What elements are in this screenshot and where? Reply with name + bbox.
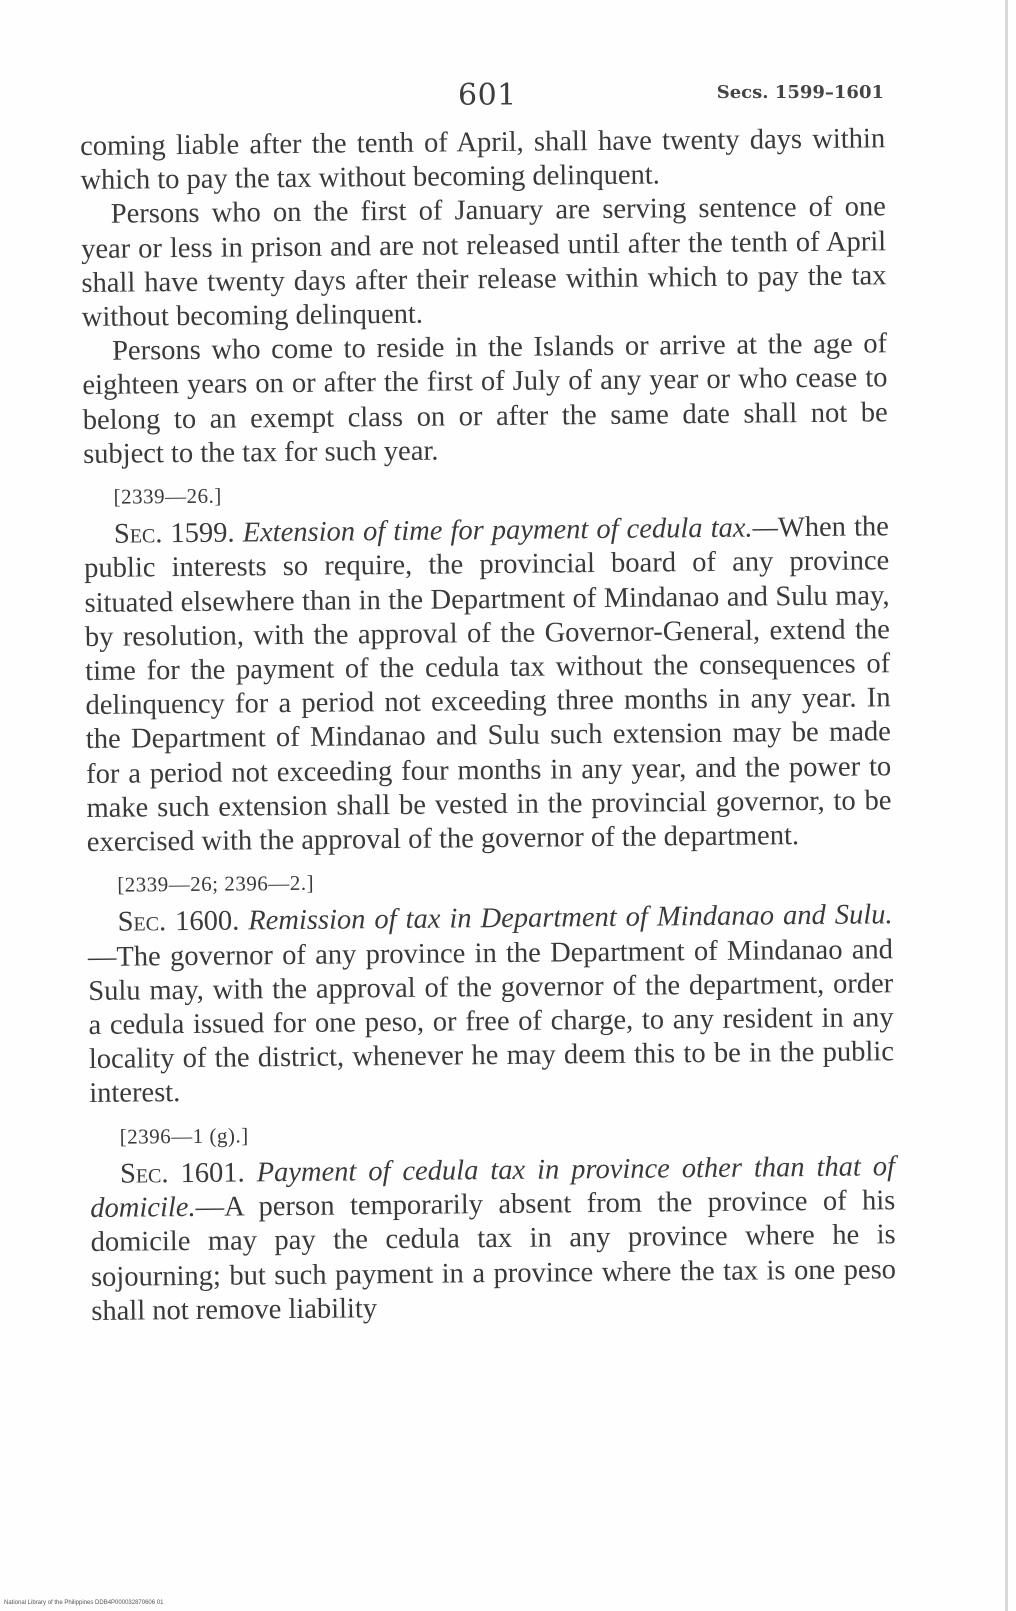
page-header: [78, 78, 888, 118]
section-1600-source-ref: [2339—26; 2396—2.]: [117, 871, 315, 897]
section-1599-source-ref: [2339—26.]: [113, 483, 222, 509]
running-head-section-range: Secs. 1599–1601: [716, 82, 884, 103]
section-1600-label: Sec. 1600.: [117, 905, 240, 939]
paragraph-prisoners: Persons who on the first of January are serving sentence of one year or less in prison and are not released until after the tenth of April shall have twenty days after their release within which to pay the tax without becoming delinquent.: [80, 191, 887, 334]
section-1599-label: Sec. 1599.: [113, 517, 235, 550]
paragraph-continuation: coming liable after the tenth of April, shall have twenty days within which to pay the tax without becoming delinquent.: [80, 123, 886, 197]
page-number: 601: [458, 78, 517, 113]
section-1600-text: —The governor of any province in the Department of Mindanao and Sulu may, with the approval of the governor of the department, order a cedula issued for one peso, or free of charge, to any resident in any locality of the district, whenever he may deem this to be in the public interest.: [87, 933, 895, 1110]
scan-footer-credit: National Library of the Philippines DDB4P000032870606 01: [4, 1600, 164, 1606]
paragraph-new-residents: Persons who come to reside in the Islands or arrive at the age of eighteen years on or after the first of July of any year or who cease to belong to an exempt class on or after the same date shall not be subject to the tax for such year.: [82, 328, 888, 470]
section-1600: [87, 899, 894, 1112]
section-1600-title: Remission of tax in Department of Mindanao and Sulu.: [248, 899, 893, 937]
section-1601: [90, 1150, 897, 1329]
section-1599: [84, 510, 892, 860]
body-text: [80, 122, 896, 1329]
section-1601-label: Sec. 1601.: [119, 1157, 245, 1190]
page-edge-shadow: [1005, 0, 1008, 1611]
section-1601-text: —A person temporarily absent from the province of his domicile may pay the cedula tax in any province where he is sojourning; but such payment in a province where the tax is one peso shall not remove liability: [90, 1185, 897, 1327]
section-1599-title: Extension of time for payment of cedula tax.—: [242, 512, 779, 549]
section-1599-text: When the public interests so require, the provincial board of any province situated elsewhere than in the Department of Mindanao and Sulu may, by resolution, with the approval of the Governor-General, extend the time for the payment of the cedula tax without the consequences of delinquency for a period not exceeding three months in any year. In the Department of Mindanao and Sulu such extension may be made for a period not exceeding four months in any year, and the power to make such extension shall be vested in the provincial governor, to be exercised with the approval of the governor of the department.: [84, 511, 892, 859]
section-1601-source-ref: [2396—1 (g).]: [119, 1123, 249, 1149]
section-1601-title: Payment of cedula tax in province other than that of domicile.: [90, 1151, 896, 1225]
